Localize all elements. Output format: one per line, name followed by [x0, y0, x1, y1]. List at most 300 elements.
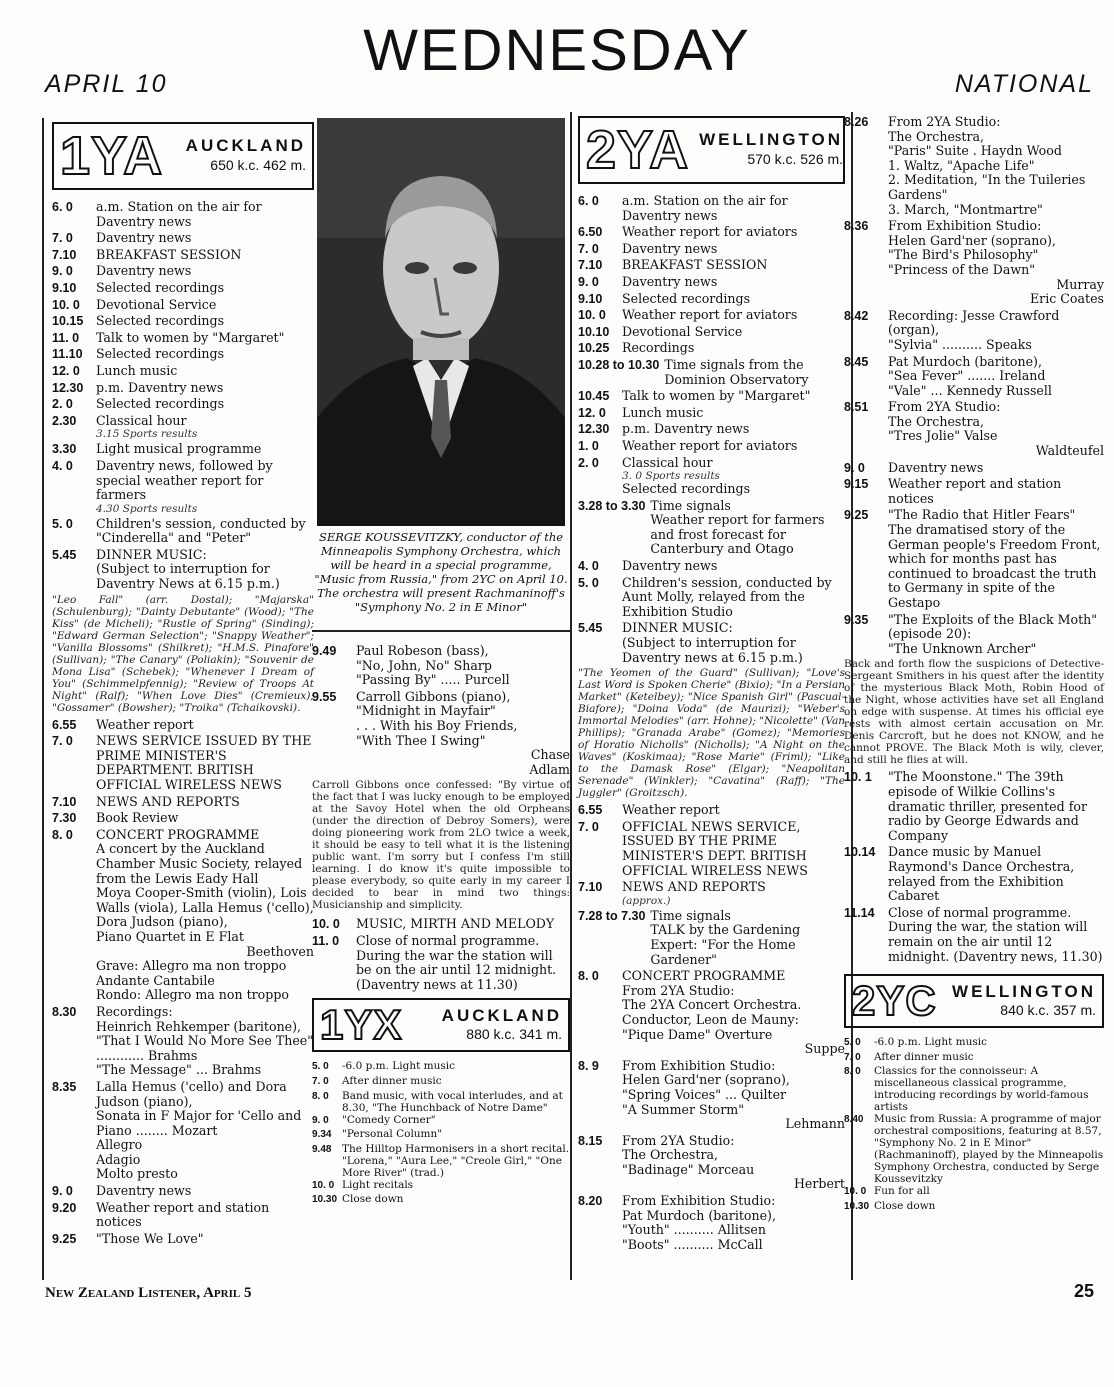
entry-text: "Midnight in Mayfair" [356, 703, 496, 719]
station-name: WELLINGTON [699, 130, 844, 150]
entry-text: Heinrich Rehkemper (baritone), [96, 1018, 302, 1034]
entry-body [356, 644, 570, 688]
entry-time: 10.30 [312, 1194, 338, 1206]
entry-body [96, 347, 314, 362]
entry-time: 7. 0 [844, 1051, 861, 1063]
schedule-list-late [844, 770, 1104, 964]
entry-text: Pat Murdoch (baritone), [622, 1207, 776, 1223]
entry-body [96, 397, 314, 412]
entry-body [874, 1036, 1104, 1051]
schedule-entry [844, 1036, 1104, 1051]
entry-body [888, 770, 1104, 843]
entry-subnote: (approx.) [622, 894, 671, 907]
entry-text: Daventry news [622, 273, 718, 289]
entry-body [342, 1090, 570, 1114]
schedule-entry [52, 347, 314, 362]
station-call-sign: 1YA [60, 126, 164, 186]
schedule-list-2yc [844, 1036, 1104, 1214]
entry-text: p.m. Daventry news [622, 421, 750, 437]
schedule-entry [578, 820, 845, 878]
entry-time: 7. 0 [578, 241, 599, 256]
entry-text: Selected recordings [96, 313, 225, 329]
station-frequency: 880 k.c. 341 m. [466, 1026, 562, 1043]
entry-body [888, 461, 1104, 476]
entry-text: (Subject to interruption for Daventry News at 6.15 p.m.) [96, 561, 280, 592]
schedule-entry [312, 1060, 570, 1075]
entry-body [622, 969, 845, 1057]
entry-time: 9.35 [844, 612, 869, 627]
entry-time: 7. 0 [52, 734, 73, 749]
entry-text: Helen Gard'ner (soprano), [622, 1072, 790, 1088]
entry-body [888, 906, 1104, 964]
entry-body [664, 358, 845, 387]
column-middle [312, 118, 570, 1280]
entry-body [96, 200, 314, 229]
entry-time: 10.45 [578, 389, 610, 404]
entry-text: The Orchestra, [622, 1147, 718, 1163]
schedule-entry [578, 341, 845, 356]
entry-text: "Passing By" ..... Purcell [356, 672, 510, 688]
entry-time: 10. 0 [844, 1186, 867, 1198]
entry-time: 9.49 [312, 644, 337, 658]
entry-body [622, 389, 845, 404]
entry-time: 2. 0 [52, 397, 73, 412]
entry-composer: Murray [1056, 276, 1104, 292]
entry-text: CONCERT PROGRAMME [96, 826, 260, 842]
entry-time: 9. 0 [844, 460, 865, 475]
station-call-sign: 1YX [320, 1001, 403, 1049]
schedule-entry [52, 1005, 314, 1078]
entry-text: NEWS AND REPORTS [96, 793, 240, 809]
schedule-list-continued [844, 115, 1104, 656]
entry-text: Selected recordings [96, 346, 225, 362]
entry-text: Piano Quartet in E Flat [96, 928, 244, 944]
entry-time: 8.20 [578, 1194, 603, 1209]
entry-subnote: 3.15 Sports results [96, 428, 198, 441]
entry-text: NEWS AND REPORTS [622, 879, 766, 895]
entry-text: "Those We Love" [96, 1230, 204, 1246]
entry-text: a.m. Station on the air for Daventry news [96, 199, 262, 229]
entry-text: Close down [342, 1193, 404, 1206]
entry-time: 12. 0 [578, 405, 606, 420]
schedule-entry [52, 314, 314, 329]
entry-body [622, 1059, 845, 1132]
entry-body [96, 248, 314, 263]
entry-text: TALK by the Gardening Expert: "For the Home Gardener" [650, 922, 801, 967]
entry-body [622, 225, 845, 240]
entry-composer: Adlam [529, 761, 570, 777]
entry-body [622, 406, 845, 421]
schedule-entry [844, 1185, 1104, 1200]
entry-text: "The Bird's Philosophy" [888, 247, 1039, 263]
entry-text: Daventry news [622, 240, 718, 256]
entry-time: 6.50 [578, 225, 603, 240]
entry-time: 7.10 [52, 794, 77, 809]
entry-time: 7. 0 [312, 1075, 329, 1087]
schedule-entry [578, 358, 845, 387]
entry-time: 5.45 [578, 621, 603, 636]
entry-text: A concert by the Auckland Chamber Music Society, relayed from the Lewis Eady Hall [96, 841, 303, 886]
entry-composer: Eric Coates [1029, 291, 1104, 307]
station-box-2ya [578, 116, 845, 184]
dinner-music-note: "The Yeomen of the Guard" (Sullivan); "Love's Last Word is Spoken Cherie" (Bixio); "In a Persian Market" (Ketelbey); "Nice Spanish Girl" (Pascual-Biafore); "Doina Voda" (de Maurizi); "Weber's Immortal Melodies" (arr. Hohne); "Nicolette" (Van Phillips); "Granada Arabe" (Gomez); "Memories of Horatio Nicholls" (Nicholls); "A Night on the Waves" (Koskimaa); "Rose Marie" (Friml); "Like to the Damask Rose" (Elgar); "Neapolitan Serenade" (Winkler); "Cavatina" (Raff); "The Juggler" (Groitzsch). [578, 667, 845, 800]
entry-body [622, 820, 845, 878]
column-2ya [570, 112, 853, 1280]
entry-body [650, 909, 845, 967]
entry-time: 10. 0 [312, 1179, 335, 1191]
entry-body [888, 309, 1104, 353]
entry-text: From Exhibition Studio: [622, 1057, 776, 1073]
entry-text: p.m. Daventry news [96, 379, 224, 395]
schedule-entry [52, 1201, 314, 1230]
entry-text: From Exhibition Studio: [888, 218, 1042, 234]
schedule-entry [52, 281, 314, 296]
entry-text: Light recitals [342, 1178, 414, 1191]
schedule-entry [844, 309, 1104, 353]
entry-body [96, 414, 314, 441]
entry-text: Recording: Jesse Crawford (organ), [888, 307, 1060, 338]
entry-text: After dinner music [342, 1074, 442, 1087]
entry-body [622, 803, 845, 818]
schedule-list-continued [312, 644, 570, 777]
entry-body [622, 559, 845, 574]
entry-body [622, 292, 845, 307]
entry-body [96, 281, 314, 296]
entry-body [96, 231, 314, 246]
entry-time: 8. 0 [52, 827, 73, 842]
photo-caption: SERGE KOUSSEVITZKY, conductor of the Minneapolis Symphony Orchestra, which will be heard in a special programme, "Music from Russia," from 2YC on April 10. The orchestra will present Rachmaninoff's "Symphony No. 2 in E Minor" [314, 530, 568, 614]
entry-text: Weather report for aviators [622, 307, 798, 323]
entry-time: 10.28 to 10.30 [578, 357, 660, 372]
station-call-sign: 2YC [852, 977, 937, 1025]
entry-time: 9.15 [844, 477, 869, 492]
entry-text: DINNER MUSIC: [96, 546, 207, 562]
entry-time: 9.10 [578, 291, 603, 306]
entry-text: 1. Waltz, "Apache Life" [888, 157, 1035, 173]
schedule-entry [844, 906, 1104, 964]
entry-text: Devotional Service [622, 323, 743, 339]
entry-time: 10.15 [52, 314, 84, 329]
entry-text: Dance music by Manuel Raymond's Dance Orchestra, relayed from the Exhibition Cabaret [888, 844, 1075, 904]
entry-body [888, 845, 1104, 903]
entry-text: Recordings: [96, 1003, 173, 1019]
schedule-entry [52, 718, 314, 733]
entry-text: Daventry news [622, 558, 718, 574]
entry-text: Classical hour [96, 412, 187, 428]
entry-time: 9.25 [52, 1231, 77, 1246]
entry-text: Daventry news [96, 230, 192, 246]
schedule-entry [52, 248, 314, 263]
entry-body [342, 1114, 570, 1129]
entry-time: 2.30 [52, 413, 77, 428]
entry-time: 11. 0 [312, 933, 340, 948]
entry-text: Band music, with vocal interludes, and at 8.30, "The Hunchback of Notre Dame" [342, 1089, 563, 1114]
entry-body [874, 1185, 1104, 1200]
entry-time: 4. 0 [578, 559, 599, 574]
entry-time: 8.30 [52, 1004, 77, 1019]
entry-time: 7.30 [52, 811, 77, 826]
entry-time: 9.34 [312, 1129, 332, 1141]
entry-text: Andante Cantabile [96, 972, 215, 988]
entry-composer: Waldteufel [1035, 443, 1104, 459]
station-box-1yx [312, 998, 570, 1052]
schedule-entry [578, 325, 845, 340]
entry-body [342, 1179, 570, 1194]
station-frequency: 840 k.c. 357 m. [1000, 1002, 1096, 1019]
entry-text: "Badinage" Morceau [622, 1161, 755, 1177]
page-number: 25 [1073, 1281, 1094, 1301]
entry-time: 8.26 [844, 115, 869, 129]
schedule-entry [52, 1080, 314, 1182]
entry-text: Time signals [650, 907, 731, 923]
schedule-entry [578, 258, 845, 273]
entry-time: 6. 0 [578, 194, 599, 208]
entry-body [342, 1060, 570, 1075]
schedule-entry [52, 828, 314, 1003]
schedule-entry [312, 934, 570, 992]
entry-body [888, 115, 1104, 217]
schedule-entry [578, 292, 845, 307]
schedule-entry [52, 1232, 314, 1247]
schedule-entry [52, 734, 314, 792]
schedule-entry [844, 219, 1104, 307]
entry-time: 11.10 [52, 347, 83, 362]
schedule-entry [844, 1065, 1104, 1113]
entry-time: 9. 0 [312, 1114, 329, 1126]
entry-text: "Boots" .......... McCall [622, 1236, 763, 1252]
schedule-entry [844, 477, 1104, 506]
entry-body [888, 613, 1104, 657]
entry-time: 7. 0 [52, 231, 73, 246]
entry-time: 7.28 to 7.30 [578, 908, 646, 923]
schedule-entry [52, 231, 314, 246]
entry-time: 12. 0 [52, 363, 80, 378]
schedule-entry [578, 1134, 845, 1192]
entry-time: 12.30 [52, 380, 84, 395]
entry-body [622, 194, 845, 223]
entry-body [622, 308, 845, 323]
schedule-entry [844, 115, 1104, 217]
entry-text: After dinner music [874, 1050, 974, 1063]
schedule-entry [312, 1179, 570, 1194]
entry-text: "Tres Jolie" Valse [888, 428, 998, 444]
entry-text: NEWS SERVICE ISSUED BY THE PRIME MINISTER'S DEPARTMENT. BRITISH OFFICIAL WIRELESS NEWS [96, 733, 312, 793]
entry-text: Close down [874, 1199, 936, 1212]
entry-time: 11.14 [844, 905, 875, 920]
schedule-entry [578, 439, 845, 454]
entry-time: 11. 0 [52, 330, 80, 345]
schedule-entry [52, 459, 314, 515]
entry-body [622, 880, 845, 907]
entry-text: The Hilltop Harmonisers in a short recital. "Lorena," "Aura Lee," "Creole Girl," "One More River" (trad.) [342, 1142, 570, 1179]
entry-text: The Orchestra, [888, 128, 984, 144]
entry-text: "Spring Voices" ... Quilter [622, 1086, 787, 1102]
schedule-list-evening [52, 718, 314, 1247]
entry-composer: Herbert [793, 1176, 845, 1192]
station-box-2yc [844, 974, 1104, 1028]
station-call-sign: 2YA [586, 120, 690, 180]
entry-body [96, 1184, 314, 1199]
day-title: WEDNESDAY [363, 18, 751, 83]
entry-text: BREAKFAST SESSION [622, 257, 768, 273]
entry-body [622, 1194, 845, 1252]
entry-time: 3.30 [52, 442, 77, 457]
entry-text: "Paris" Suite . Haydn Wood [888, 143, 1062, 159]
entry-body [96, 1201, 314, 1230]
entry-body [622, 258, 845, 273]
entry-text: From 2YA Studio: [888, 399, 1001, 415]
entry-text: Lalla Hemus ('cello) and Dora Judson (piano), [96, 1078, 287, 1109]
entry-text: Selected recordings [96, 279, 225, 295]
schedule-entry [52, 517, 314, 546]
schedule-entry [578, 909, 845, 967]
gibbons-note: Carroll Gibbons once confessed: "By virtue of the fact that I was lucky enough to be employed at the Savoy Hotel when the old Orpheans (under the direction of Debroy Somers), were doing pioneering work from 2LO twice a week, it should be easy to tell what it is the listening public want. I'm sorry but I confess I'm still learning. I do know it's quite impossible to please everybody, so quite early in my career I decided to bear in mind two things: Musicianship and simplicity. [312, 779, 570, 912]
entry-text: Weather report for aviators [622, 224, 798, 240]
entry-body [622, 242, 845, 257]
schedule-entry [844, 461, 1104, 476]
entry-body [356, 934, 570, 992]
entry-subnote: 3. 0 Sports results [622, 470, 720, 483]
entry-text: OFFICIAL NEWS SERVICE, ISSUED BY THE PRIME MINISTER'S DEPT. BRITISH OFFICIAL WIRELESS NEWS [622, 818, 808, 878]
entry-body [356, 690, 570, 778]
entry-body [622, 456, 845, 497]
entry-time: 9.20 [52, 1200, 77, 1215]
entry-time: 10.14 [844, 845, 876, 860]
entry-time: 8.51 [844, 400, 869, 415]
entry-body [622, 439, 845, 454]
schedule-entry [578, 242, 845, 257]
entry-time: 8. 0 [312, 1090, 329, 1102]
entry-text: Close of normal programme. During the war the station will be on the air until 12 midnight. (Daventry news at 11.30) [356, 932, 557, 992]
entry-body [622, 325, 845, 340]
portrait-photo [317, 118, 565, 526]
entry-body [622, 621, 845, 665]
schedule-entry [844, 355, 1104, 399]
entry-text: "The Exploits of the Black Moth" (episode 20): [888, 611, 1098, 642]
schedule-entry [52, 264, 314, 279]
entry-text: Weather report [622, 802, 720, 818]
entry-time: 8.15 [578, 1133, 603, 1148]
entry-time: 5.45 [52, 547, 77, 562]
schedule-entry [312, 1090, 570, 1114]
schedule-entry [578, 406, 845, 421]
schedule-entry [844, 400, 1104, 458]
divider [312, 630, 570, 632]
entry-subnote: 4.30 Sports results [96, 502, 198, 515]
entry-text: "The Moonstone." The 39th episode of Wilkie Collins's dramatic thriller, presented for radio by George Edwards and Company [888, 769, 1087, 843]
schedule-entry [844, 770, 1104, 843]
column-1ya [42, 118, 314, 1280]
entry-text: Music from Russia: A programme of major orchestral compositions, featuring at 8.57, "Symphony No. 2 in E Minor" (Rachmaninoff), played by the Minneapolis Symphony Orchestra, conducted by Serge Koussevitzky [874, 1113, 1104, 1186]
entry-time: 10.10 [578, 324, 610, 339]
entry-body [622, 422, 845, 437]
entry-text: Light musical programme [96, 441, 262, 457]
entry-text: "With Thee I Swing" [356, 732, 486, 748]
entry-body [356, 917, 570, 932]
entry-time: 5. 0 [52, 516, 73, 531]
entry-body [96, 1080, 314, 1182]
entry-text: Daventry news [96, 1183, 192, 1199]
entry-time: 7.10 [52, 247, 77, 262]
schedule-entry [312, 1128, 570, 1143]
entry-time: 10. 0 [578, 308, 606, 323]
entry-body [874, 1051, 1104, 1066]
entry-time: 10. 0 [312, 917, 340, 932]
entry-time: 8.35 [52, 1079, 77, 1094]
schedule-entry [312, 644, 570, 688]
station-frequency: 570 k.c. 526 m. [747, 151, 844, 167]
entry-text: CONCERT PROGRAMME [622, 968, 786, 984]
entry-composer: Suppe [804, 1041, 845, 1057]
entry-text: Time signals from the Dominion Observatory [664, 356, 809, 387]
entry-body [622, 1134, 845, 1192]
schedule-entry [52, 414, 314, 441]
schedule-entry [578, 308, 845, 323]
entry-text: Talk to women by "Margaret" [96, 329, 285, 345]
entry-text: The 2YA Concert Orchestra. Conductor, Leon de Mauny: [622, 997, 802, 1027]
entry-time: 9.10 [52, 280, 77, 295]
entry-time: 5. 0 [844, 1037, 861, 1049]
network-label: NATIONAL [954, 70, 1094, 98]
entry-text: "No, John, No" Sharp [356, 657, 492, 673]
entry-text: Sonata in F Major for 'Cello and Piano ........ Mozart [96, 1108, 302, 1138]
entry-text: Daventry news, followed by special weather report for farmers [96, 457, 273, 503]
entry-text: Book Review [96, 810, 179, 826]
entry-body [96, 364, 314, 379]
entry-text: Allegro [96, 1137, 143, 1153]
entry-body [96, 264, 314, 279]
entry-text: Grave: Allegro ma non troppo [96, 958, 287, 974]
entry-time: 8. 0 [844, 1066, 861, 1078]
entry-time: 8.45 [844, 354, 869, 369]
entry-text: Weather report and station notices [96, 1199, 270, 1230]
entry-body [874, 1113, 1104, 1185]
schedule-entry [578, 225, 845, 240]
schedule-entry [578, 389, 845, 404]
entry-time: 10.30 [844, 1200, 870, 1212]
schedule-entry [52, 364, 314, 379]
entry-text: Time signals [650, 497, 731, 513]
entry-time: 9. 0 [578, 274, 599, 289]
entry-text: Paul Robeson (bass), [356, 643, 489, 658]
schedule-entry [578, 576, 845, 620]
entry-time: 6. 0 [52, 200, 73, 214]
entry-body [96, 517, 314, 546]
entry-body [96, 314, 314, 329]
entry-text: Talk to women by "Margaret" [622, 388, 811, 404]
entry-body [888, 477, 1104, 506]
entry-composer: Beethoven [246, 943, 314, 959]
entry-text: Fun for all [874, 1185, 930, 1198]
entry-text: Daventry news [96, 263, 192, 279]
station-name: AUCKLAND [185, 136, 306, 156]
entry-text: DINNER MUSIC: [622, 620, 733, 636]
schedule-entry [312, 917, 570, 932]
entry-time: 5. 0 [312, 1061, 329, 1073]
entry-body [342, 1193, 570, 1208]
entry-time: 9. 0 [52, 1184, 73, 1199]
entry-time: 7.10 [578, 258, 603, 273]
entry-time: 8. 9 [578, 1058, 599, 1073]
schedule-entry [52, 548, 314, 592]
entry-text: a.m. Station on the air for Daventry news [622, 193, 788, 223]
station-frequency: 650 k.c. 462 m. [210, 157, 306, 173]
entry-text: "Personal Column" [342, 1128, 443, 1141]
entry-text: Devotional Service [96, 296, 217, 312]
entry-body [96, 1005, 314, 1078]
entry-body [96, 331, 314, 346]
entry-text: Weather report and station notices [888, 476, 1062, 506]
